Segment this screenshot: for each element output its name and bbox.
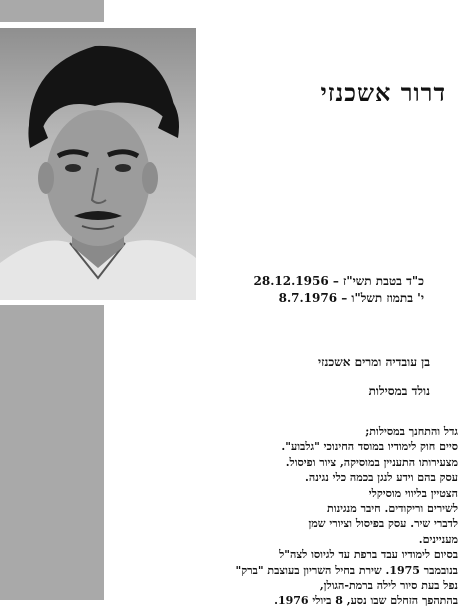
birth-date: כ"ד בטבת תשי"ז – 28.12.1956 (253, 274, 424, 288)
biography-text (136, 424, 458, 609)
birthplace-line: נולד במסילות (368, 384, 430, 398)
gray-block-top (0, 0, 104, 22)
portrait-photo (0, 28, 196, 300)
bio-line: עסק בהם וידע לנגן בכמה כלי נגינה. (305, 471, 458, 485)
name-heading: דרור אשכנזי (320, 78, 446, 107)
bio-line: סיים חוק לימודיו במוסד החינוכי "גלבוע". (281, 440, 458, 454)
bio-line: בנובמבר 1975. שירת בחיל השריון בעוצבת "ברק" (235, 563, 458, 577)
bio-line: הצטיין בליווי מוסיקלי (368, 486, 458, 500)
gray-block-left (0, 305, 104, 600)
bio-line: לשירים וריקודים. חיבר מנגינות (327, 502, 458, 516)
bio-line: נפל בעת סיור לילה ברמת-הגולן, (319, 579, 458, 593)
bio-line: בהתהפך הזחלם שבו נסע, 8 ביולי 1976. (274, 594, 458, 608)
death-date: י' בתמוז תשל"ו – 8.7.1976 (278, 291, 424, 305)
parents-line: בן עובדיה ומרים אשכנזי (317, 355, 430, 369)
bio-line: מצעירותו התעניין במוסיקה, ציור ופיסול. (285, 455, 458, 469)
portrait-illustration (0, 28, 196, 300)
bio-line: בסיום לימודיו עבד ברפת עד לגיוסו לצה"ל (279, 548, 458, 562)
bio-line: גדל והתחנך במסילות; (365, 425, 458, 438)
bio-line: לדברי שיר. עסק בפיסול וציורי שמן (308, 517, 458, 531)
dates-block (254, 273, 424, 307)
bio-line: מעניינים. (418, 532, 458, 546)
